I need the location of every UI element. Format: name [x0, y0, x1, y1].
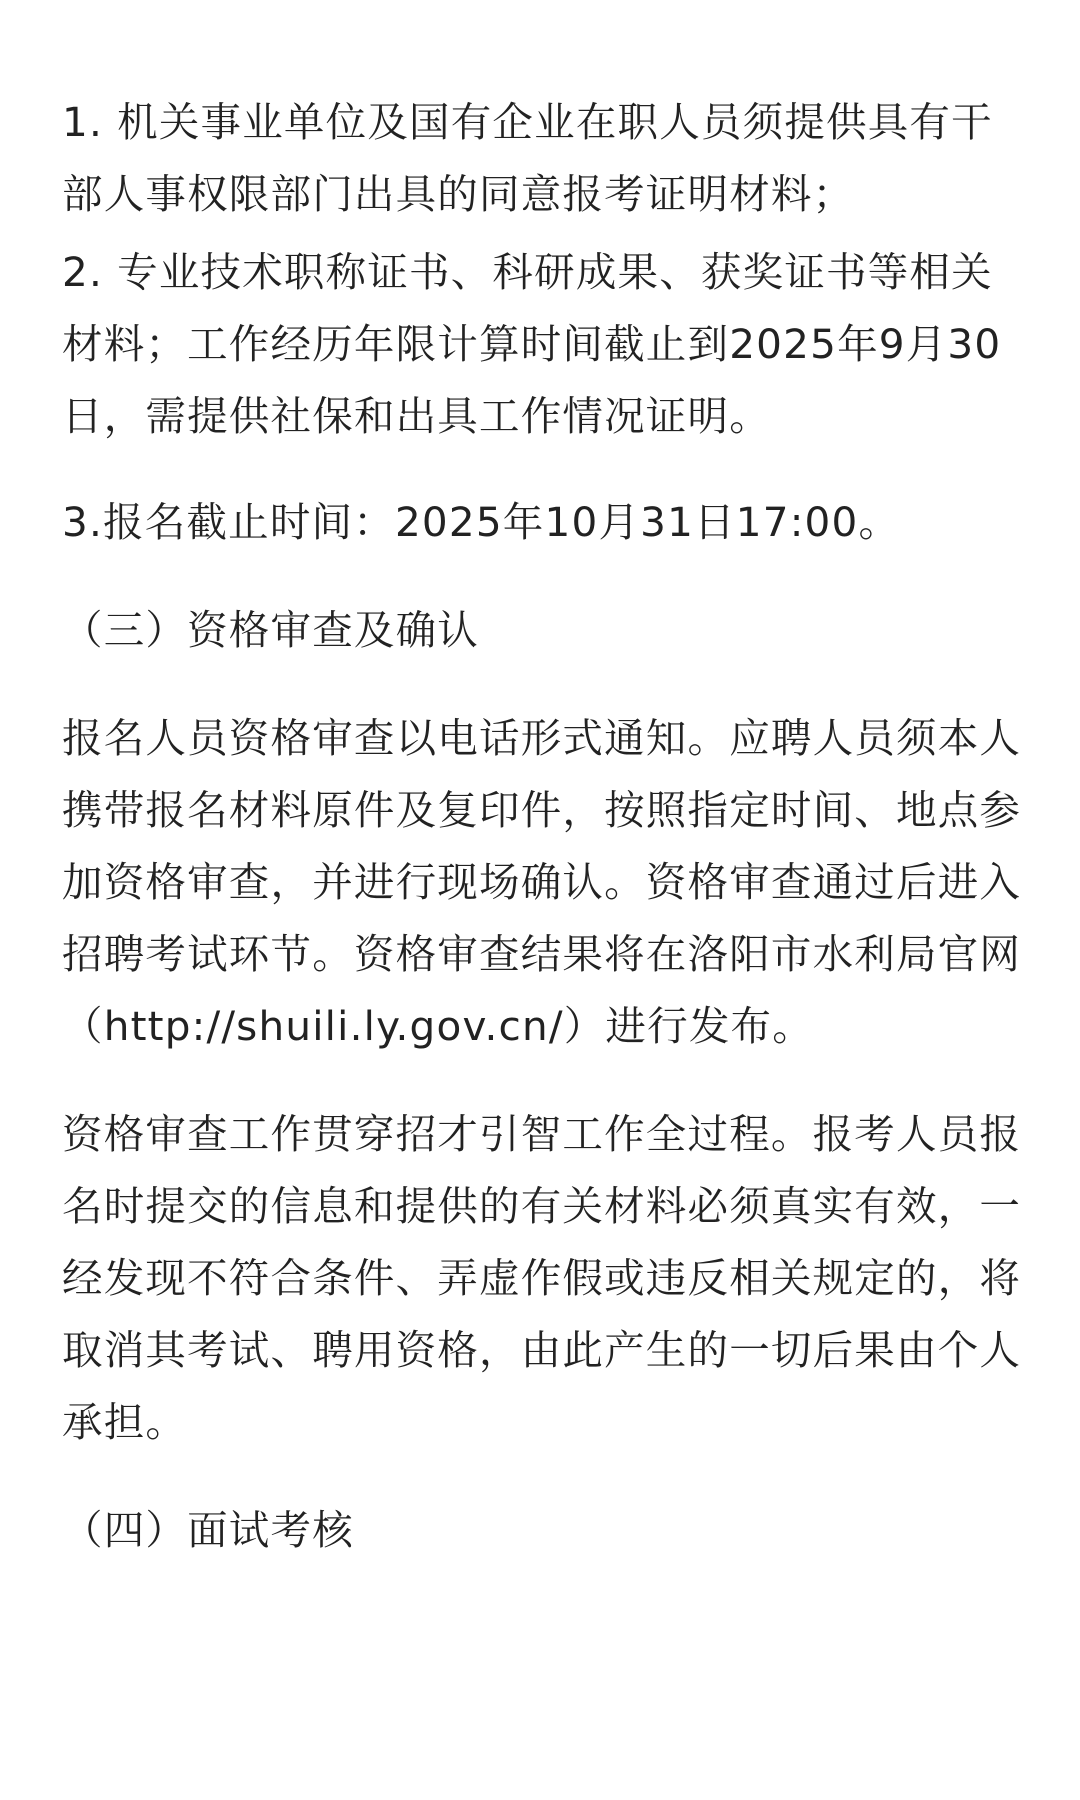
list-item-2: 2. 专业技术职称证书、科研成果、获奖证书等相关材料；工作经历年限计算时间截止到2025年9月30日，需提供社保和出具工作情况证明。 [62, 248, 1002, 440]
list-item-3: 3.报名截止时间：2025年10月31日17:00。 [62, 498, 901, 546]
paragraph-review-notice: 报名人员资格审查以电话形式通知。应聘人员须本人携带报名材料原件及复印件，按照指定时间、地点参加资格审查，并进行现场确认。资格审查通过后进入招聘考试环节。资格审查结果将在洛阳市水利局官网（http://shuili.ly.gov.cn/）进行发布。 [62, 714, 1022, 1050]
section-heading-interview: （四）面试考核 [62, 1506, 354, 1554]
paragraph-integrity-notice: 资格审查工作贯穿招才引智工作全过程。报考人员报名时提交的信息和提供的有关材料必须真实有效，一经发现不符合条件、弄虚作假或违反相关规定的，将取消其考试、聘用资格，由此产生的一切后果由个人承担。 [62, 1110, 1022, 1446]
article-body [62, 86, 1032, 1566]
list-item-1: 1. 机关事业单位及国有企业在职人员须提供具有干部人事权限部门出具的同意报考证明材料； [62, 98, 993, 218]
section-heading-qualification-review: （三）资格审查及确认 [62, 606, 479, 654]
